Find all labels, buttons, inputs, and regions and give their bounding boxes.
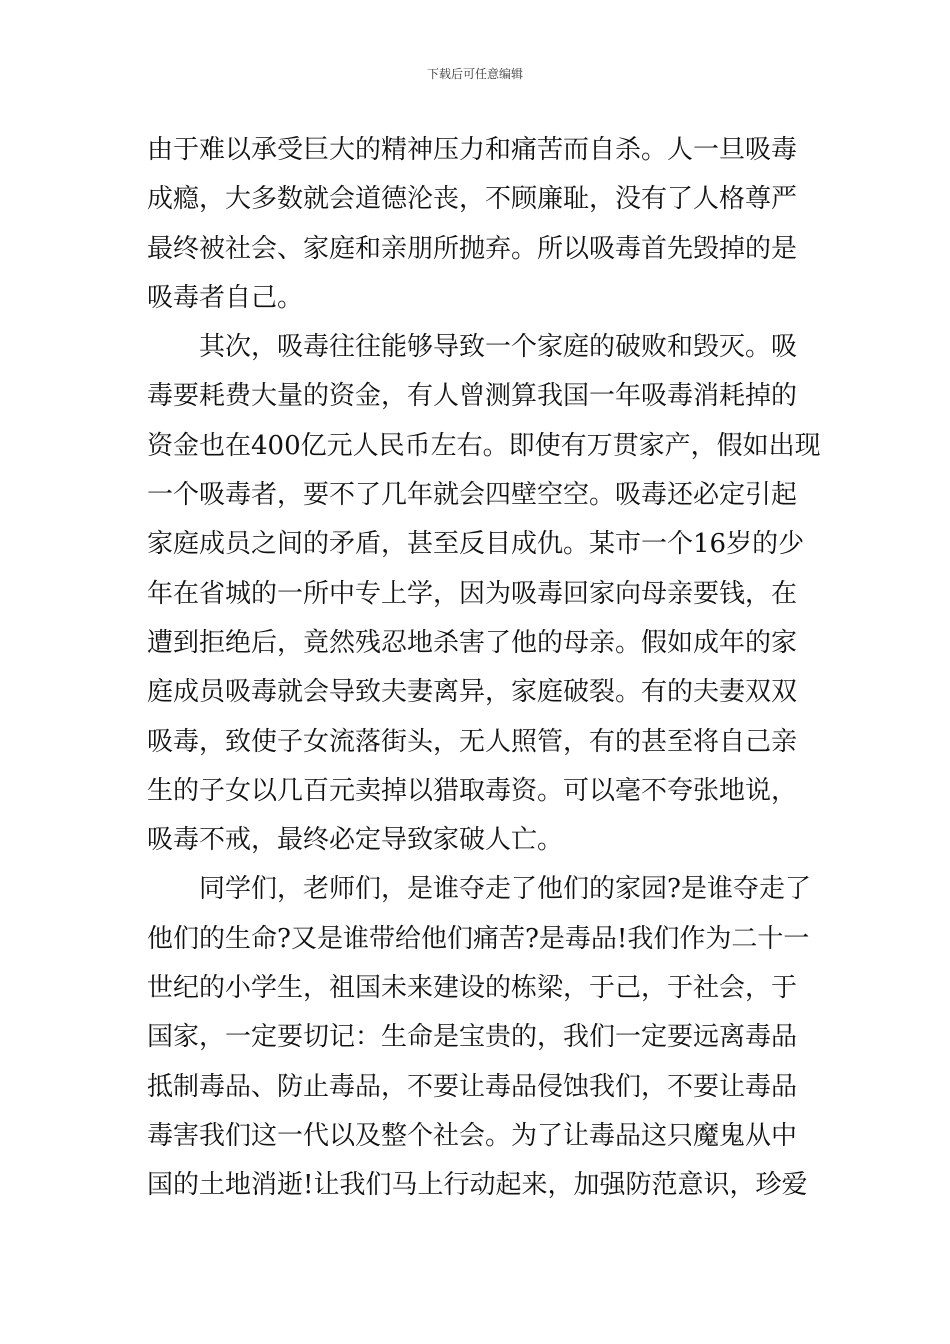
- text-line: 吸毒不戒，最终必定导致家破人亡。: [147, 825, 564, 856]
- text-line: 由于难以承受巨大的精神压力和痛苦而自杀。人一旦吸毒: [147, 135, 798, 165]
- text-line: 庭成员吸毒就会导致夫妻离异，家庭破裂。有的夫妻双双: [147, 677, 798, 708]
- paragraph-start-line: 其次，吸毒往往能够导致一个家庭的破败和毁灭。吸: [147, 332, 798, 363]
- text-line: 吸毒者自己。: [147, 282, 304, 313]
- text-line: 年在省城的一所中专上学，因为吸毒回家向母亲要钱，在: [147, 578, 798, 609]
- text-line: 一个吸毒者，要不了几年就会四壁空空。吸毒还必定引起: [147, 480, 798, 511]
- document-body: [147, 126, 821, 1211]
- page-header: 下载后可任意编辑: [426, 67, 523, 81]
- text-line: 资金也在400亿元人民币左右。即使有万贯家产，假如出现: [147, 430, 821, 461]
- text-line: 生的子女以几百元卖掉以猎取毒资。可以毫不夸张地说，: [147, 775, 798, 806]
- text-line: 国家，一定要切记：生命是宝贵的，我们一定要远离毒品: [147, 1022, 798, 1053]
- text-line: 他们的生命?又是谁带给他们痛苦?是毒品!我们作为二十一: [147, 923, 810, 954]
- text-line: 国的土地消逝!让我们马上行动起来，加强防范意识，珍爱: [147, 1170, 808, 1201]
- text-line: 最终被社会、家庭和亲朋所抛弃。所以吸毒首先毁掉的是: [147, 233, 798, 264]
- text-line: 毒害我们这一代以及整个社会。为了让毒品这只魔鬼从中: [147, 1120, 798, 1151]
- text-line: 世纪的小学生，祖国未来建设的栋梁，于己，于社会，于: [147, 973, 798, 1004]
- text-line: 吸毒，致使子女流落街头，无人照管，有的甚至将自己亲: [147, 726, 798, 757]
- text-line: 遭到拒绝后，竟然残忍地杀害了他的母亲。假如成年的家: [147, 627, 798, 658]
- text-line: 毒要耗费大量的资金，有人曾测算我国一年吸毒消耗掉的: [147, 381, 798, 412]
- text-line: 抵制毒品、防止毒品，不要让毒品侵蚀我们，不要让毒品: [147, 1071, 798, 1102]
- text-line: 家庭成员之间的矛盾，甚至反目成仇。某市一个16岁的少: [147, 529, 805, 560]
- paragraph-start-line: 同学们，老师们，是谁夺走了他们的家园?是谁夺走了: [147, 874, 811, 905]
- text-line: 成瘾，大多数就会道德沦丧，不顾廉耻，没有了人格尊严: [147, 184, 798, 215]
